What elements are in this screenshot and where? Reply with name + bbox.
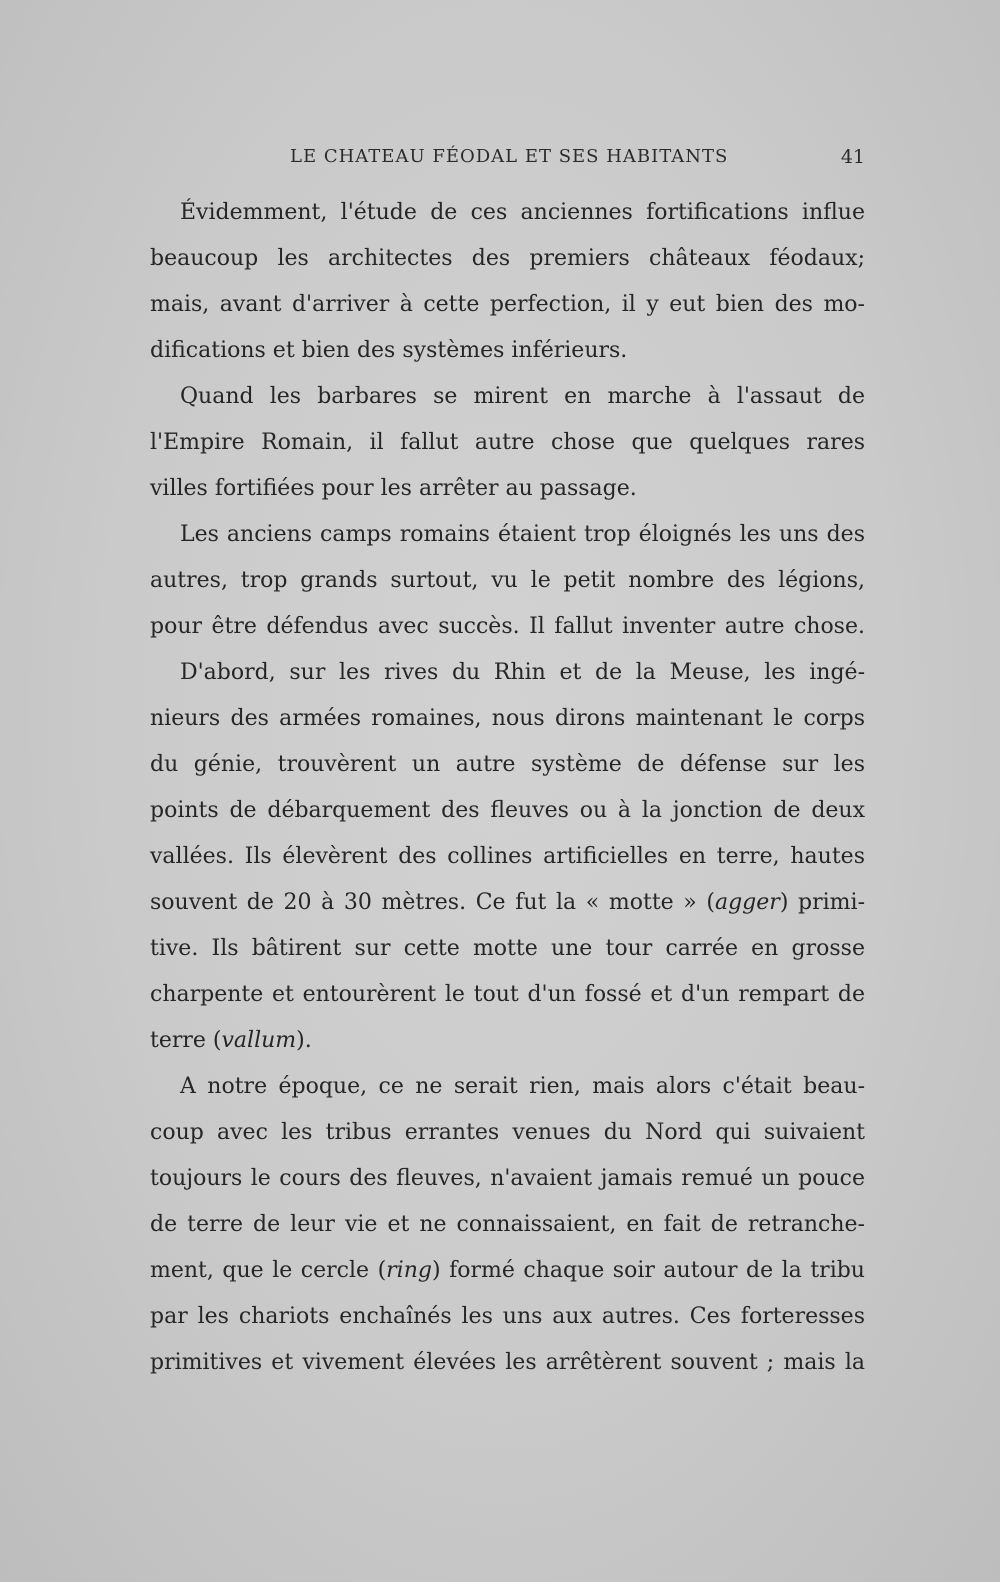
text-line: l'Empire Romain, il fallut autre chose que quelques rares	[150, 430, 865, 455]
text-segment: ) primi-	[779, 890, 865, 915]
text-line: difications et bien des systèmes inférieurs.	[150, 338, 628, 363]
text-line: A notre époque, ce ne serait rien, mais alors c'était beau-	[180, 1074, 865, 1099]
text-line: Les anciens camps romains étaient trop éloignés les uns des	[180, 522, 865, 547]
text-segment: ).	[296, 1028, 312, 1053]
body-text	[150, 190, 865, 1386]
text-line	[150, 880, 865, 926]
text-line	[150, 1018, 865, 1064]
text-segment: ment, que le cercle (	[150, 1258, 387, 1283]
text-segment: ) formé chaque soir autour de la tribu	[431, 1258, 865, 1283]
italic-term: agger	[714, 890, 780, 915]
text-line: tive. Ils bâtirent sur cette motte une tour carrée en grosse	[150, 936, 865, 961]
text-line	[150, 1248, 865, 1294]
text-line: autres, trop grands surtout, vu le petit nombre des légions,	[150, 568, 865, 593]
text-line: de terre de leur vie et ne connaissaient, en fait de retranche-	[150, 1212, 865, 1237]
text-segment: terre (	[150, 1028, 222, 1053]
text-line: coup avec les tribus errantes venues du Nord qui suivaient	[150, 1120, 865, 1145]
text-line: Quand les barbares se mirent en marche à l'assaut de	[180, 384, 865, 409]
text-line: beaucoup les architectes des premiers châteaux féodaux;	[150, 246, 865, 271]
text-line: nieurs des armées romaines, nous dirons maintenant le corps	[150, 706, 865, 731]
text-line: pour être défendus avec succès. Il fallut inventer autre chose.	[150, 614, 865, 639]
italic-term: vallum	[221, 1028, 297, 1053]
running-title: LE CHATEAU FÉODAL ET SES HABITANTS	[290, 146, 729, 167]
text-line: par les chariots enchaînés les uns aux autres. Ces forteresses	[150, 1304, 865, 1329]
text-line: toujours le cours des fleuves, n'avaient jamais remué un pouce	[150, 1166, 865, 1191]
text-line: primitives et vivement élevées les arrêtèrent souvent ; mais la	[150, 1350, 865, 1375]
text-line: vallées. Ils élevèrent des collines artificielles en terre, hautes	[150, 844, 865, 869]
page-number: 41	[840, 146, 865, 168]
text-line: du génie, trouvèrent un autre système de défense sur les	[150, 752, 865, 777]
text-line: mais, avant d'arriver à cette perfection, il y eut bien des mo-	[150, 292, 865, 317]
italic-term: ring	[386, 1258, 432, 1283]
text-line: D'abord, sur les rives du Rhin et de la Meuse, les ingé-	[180, 660, 865, 685]
text-segment: souvent de 20 à 30 mètres. Ce fut la « motte » (	[150, 890, 715, 915]
text-line: charpente et entourèrent le tout d'un fossé et d'un rempart de	[150, 982, 865, 1007]
text-line: Évidemment, l'étude de ces anciennes fortifications influe	[180, 200, 865, 225]
text-line: points de débarquement des fleuves ou à la jonction de deux	[150, 798, 865, 823]
text-line: villes fortifiées pour les arrêter au passage.	[150, 476, 637, 501]
running-header	[150, 146, 865, 176]
